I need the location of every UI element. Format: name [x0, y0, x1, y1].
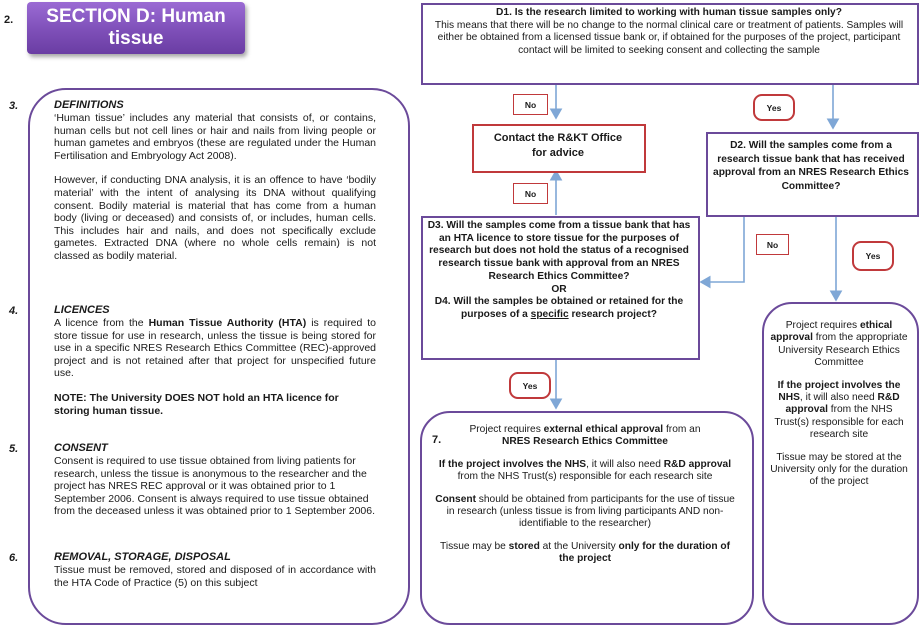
- d3-d4-content: [427, 220, 691, 322]
- contact-rkt-text: Contact the R&KT Office for advice: [493, 132, 623, 159]
- licences-section: [54, 304, 376, 417]
- removal-section: [54, 551, 376, 589]
- internal-approval-nhs-paragraph: If the project involves the NHS, it will also need R&D approval from the NHS Trust(s) responsible for each research site: [774, 379, 904, 441]
- licences-paragraph: A licence from the Human Tissue Authority (HTA) is required to store tissue for use in research, unless the tissue is being stored for use in a specific NRES Research Ethics Committee (REC)-approved project and is not retained after that project for unspecified future use.: [54, 317, 377, 380]
- licences-note: NOTE: The University DOES NOT hold an HTA licence for storing human tissue.: [54, 391, 339, 417]
- internal-approval-storage-paragraph: Tissue may be stored at the University only for the duration of the project: [770, 451, 908, 488]
- d4-question-text: D4. Will the samples be obtained or retained for the purposes of a specific research project?: [434, 296, 684, 320]
- definitions-heading: DEFINITIONS: [54, 99, 124, 111]
- or-label: OR: [551, 283, 567, 295]
- d1-content: [430, 7, 908, 57]
- removal-number: 6.: [9, 552, 19, 564]
- d1-title: D1. Is the research limited to working with human tissue samples only?: [496, 7, 842, 18]
- d3-question-text: D3. Will the samples come from a tissue bank that has an HTA licence to store tissue for the purposes of research but does not hold the status of a recognised research tissue bank with approval from an NRES Research Ethics Committee?: [427, 220, 691, 282]
- external-approval-storage-paragraph: Tissue may be stored at the University only for the duration of the project: [439, 540, 731, 565]
- licences-heading: LICENCES: [54, 304, 110, 316]
- item-number: 2.: [4, 14, 14, 26]
- external-approval-nhs-paragraph: If the project involves the NHS, it will also need R&D approval from the NHS Trust(s) responsible for each research site: [438, 458, 732, 483]
- consent-number: 5.: [9, 443, 19, 455]
- internal-approval-line-1: Project requires ethical approval from the appropriate University Research Ethics Committee: [770, 320, 908, 369]
- arrow-d2-no-to-d3: [701, 216, 744, 282]
- internal-approval-content: [770, 320, 908, 489]
- external-approval-consent-paragraph: Consent should be obtained from participants for the use of tissue in research (unless tissue is from living participants AND non-identifiable to the researcher): [435, 493, 735, 530]
- d1-body: This means that there will be no change to the normal clinical care or treatment of patients. Samples will either be obtained from a licensed tissue bank or, if obtained for the purposes of the project, participant contact will be limited to seeking consent and collecting the sample: [434, 19, 904, 56]
- external-approval-line-2: NRES Research Ethics Committee: [502, 436, 668, 448]
- removal-heading: REMOVAL, STORAGE, DISPOSAL: [54, 551, 231, 563]
- d1-yes-label: Yes: [753, 94, 795, 121]
- removal-paragraph: Tissue must be removed, stored and disposed of in accordance with the HTA Code of Practice (5) on this subject: [54, 564, 376, 589]
- section-title-banner: [27, 2, 245, 54]
- d3-yes-label: Yes: [509, 372, 551, 399]
- section-title-line2: tissue: [108, 28, 164, 49]
- licences-number: 4.: [9, 305, 19, 317]
- section-title-line1: SECTION D: Human: [46, 6, 226, 27]
- definitions-section: [54, 99, 376, 263]
- definitions-paragraph-2: However, if conducting DNA analysis, it is an offence to have ‘bodily material’ with the intent of analysing its DNA without qualifying consent. Bodily material is material that has come from a human body (living or deceased) and consists of, or includes, human cells. This includes hair and nails, and does not specifically exclude gametes. Extracted DNA (where no whole cells remain) is not classed as bodily material.: [54, 174, 376, 262]
- consent-section: [54, 442, 376, 518]
- d2-question-text: D2. Will the samples come from a research tissue bank that has received approval from an NRES Research Ethics Committee?: [713, 140, 909, 192]
- definitions-number: 3.: [9, 100, 19, 112]
- definitions-paragraph-1: ‘Human tissue’ includes any material that consists of, or contains, human cells but not cell lines or hair and nails from living people or human gametes and embryos (these are regulated under the Human Fertilisation and Embryology Act 2008).: [54, 112, 376, 162]
- d2-no-label: No: [756, 234, 789, 255]
- external-approval-number: 7.: [432, 434, 442, 446]
- d3-no-label: No: [513, 183, 548, 204]
- external-approval-content: [432, 424, 738, 566]
- d1-no-label: No: [513, 94, 548, 115]
- consent-heading: CONSENT: [54, 442, 108, 454]
- external-approval-line-1: Project requires external ethical approval from an: [469, 424, 701, 435]
- consent-paragraph: Consent is required to use tissue obtained from living patients for research, unless the tissue is anonymous to the researcher and the project has NRES REC approval or it was obtained prior to 1 September 2006. Consent is always required to use tissue obtained from the deceased unless it was obtained prior to 1 September 2006.: [54, 455, 376, 518]
- d2-yes-label: Yes: [852, 241, 894, 271]
